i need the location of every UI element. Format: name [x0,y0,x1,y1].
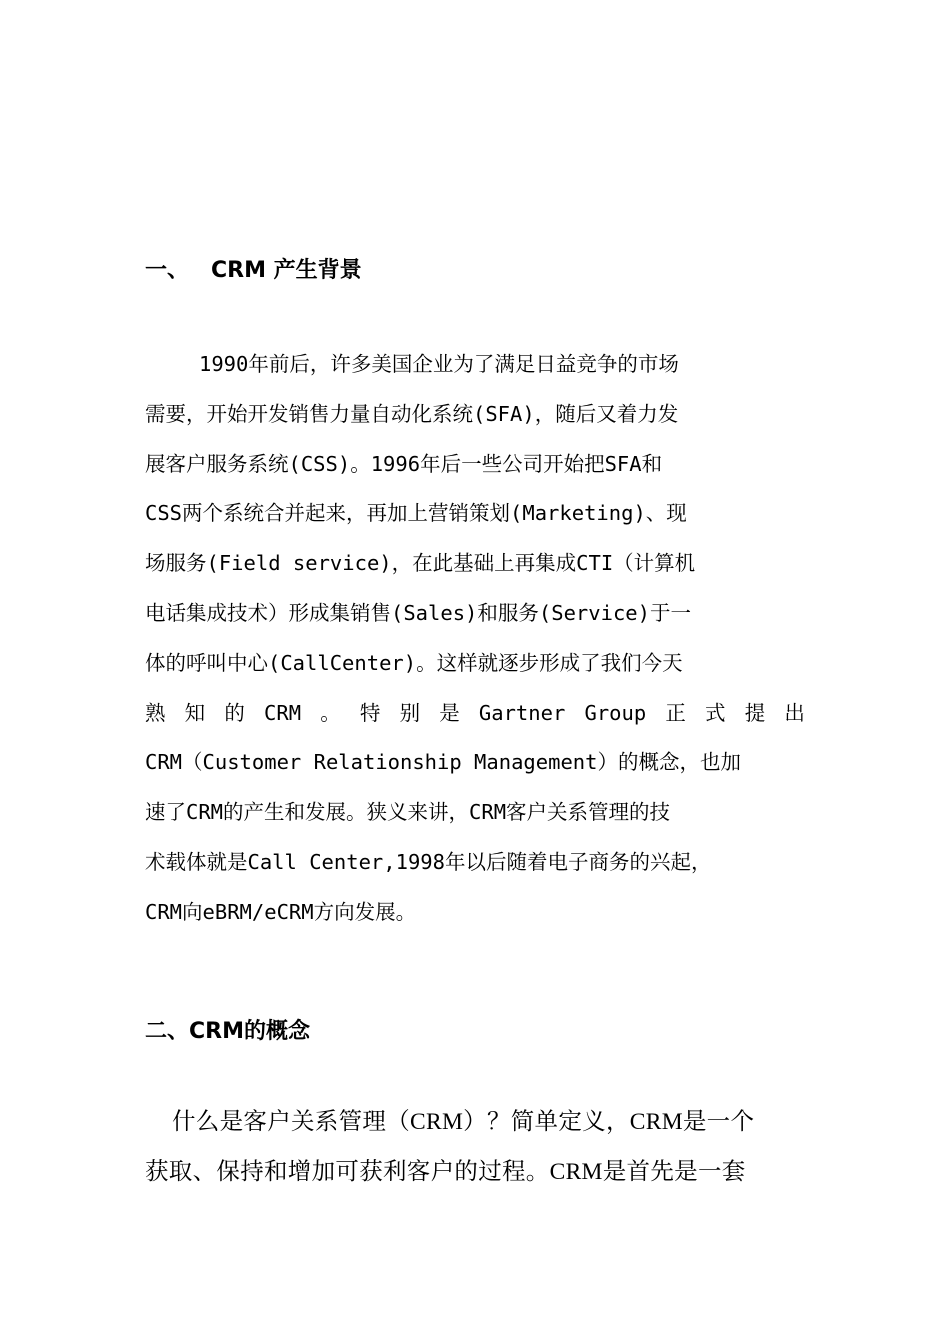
paragraph-line: CRM（Customer Relationship Management）的概念，也加 [145,750,741,775]
paragraph-line: 展客户服务系统(CSS)。1996年后一些公司开始把SFA和 [145,451,663,476]
paragraph-line: 电话集成技术）形成集销售(Sales)和服务(Service)于一 [145,600,691,625]
paragraph-line: 体的呼叫中心(CallCenter)。这样就逐步形成了我们今天 [145,650,683,675]
word: 的 [224,700,245,725]
paragraph-line: 场服务(Field service)，在此基础上再集成CTI（计算机 [145,551,696,576]
word: Gartner [478,700,566,725]
section-number: 一、 [145,258,190,283]
word: 别 [399,700,421,725]
paragraph-line: CRM向eBRM/eCRM方向发展。 [145,899,417,924]
word: CRM [264,700,302,725]
paragraph-line: 获取、保持和增加可获利客户的过程。CRM是首先是一套 [145,1158,746,1185]
section-heading-crm-concept [145,1017,310,1047]
paragraph-line: 需要，开始开发销售力量自动化系统(SFA)，随后又着力发 [145,401,679,426]
paragraph-line: 术载体就是Call Center,1998年以后随着电子商务的兴起， [145,849,712,874]
paragraph-line-justified [145,689,805,739]
paragraph-crm-concept [145,1098,754,1198]
word: 出 [784,700,805,725]
word: 。 [320,700,341,725]
paragraph-line: 速了CRM的产生和发展。狭义来讲，CRM客户关系管理的技 [145,800,671,825]
section-heading-crm-background [145,256,362,286]
section-title: 二、CRM的概念 [145,1019,310,1044]
word: 熟 [145,700,166,725]
word: 式 [705,700,726,725]
paragraph-crm-background [145,340,805,938]
word: 知 [184,700,206,725]
section-title: CRM 产生背景 [211,258,362,283]
word: 正 [665,700,686,725]
paragraph-line: 什么是客户关系管理（CRM）？简单定义，CRM是一个 [172,1109,755,1135]
word: 提 [744,700,766,725]
word: Group [584,700,647,725]
paragraph-line: 1990年前后，许多美国企业为了满足日益竞争的市场 [199,352,679,376]
paragraph-line: CSS两个系统合并起来，再加上营销策划(Marketing)、现 [145,501,687,526]
word: 是 [439,700,460,725]
word: 特 [359,700,381,725]
